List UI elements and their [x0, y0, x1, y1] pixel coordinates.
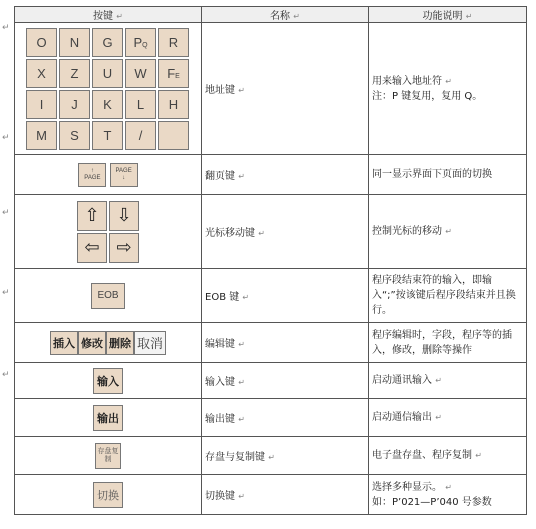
save-key-cell: [15, 437, 202, 475]
save-copy-button[interactable]: 存盘复制: [95, 443, 121, 469]
table-row-save: [15, 437, 527, 475]
cursor-keys-cell: [15, 195, 202, 269]
switch-key-cell: [15, 475, 202, 515]
margin-mark: ↵: [2, 288, 10, 298]
key-x[interactable]: X: [26, 59, 57, 88]
address-desc: 用来输入地址符 ↵ 注：P 键复用，复用 Q。: [369, 23, 527, 155]
output-key-cell: [15, 399, 202, 437]
key-t[interactable]: T: [92, 121, 123, 150]
key-j[interactable]: J: [59, 90, 90, 119]
key-p[interactable]: P Q: [125, 28, 156, 57]
edit-desc: 程序编辑时，字段，程序等的插入，修改，删除等操作: [369, 323, 527, 363]
modify-button[interactable]: 修改: [78, 331, 106, 355]
save-name: 存盘与复制键 ↵: [202, 437, 369, 475]
switch-desc: 选择多种显示。 ↵ 如：P’021—P’040 号参数: [369, 475, 527, 515]
eob-key-cell: [15, 269, 202, 323]
cursor-left-button[interactable]: ⇦: [77, 233, 107, 263]
key-z[interactable]: Z: [59, 59, 90, 88]
table-row-switch: [15, 475, 527, 515]
margin-mark: ↵: [2, 133, 10, 143]
key-u[interactable]: U: [92, 59, 123, 88]
key-g[interactable]: G: [92, 28, 123, 57]
switch-name: 切换键 ↵: [202, 475, 369, 515]
input-name: 输入键 ↵: [202, 363, 369, 399]
edit-name: 编辑键 ↵: [202, 323, 369, 363]
key-h[interactable]: H: [158, 90, 189, 119]
margin-mark: ↵: [2, 23, 10, 33]
key-o[interactable]: O: [26, 28, 57, 57]
key-slash[interactable]: /: [125, 121, 156, 150]
header-row: [15, 7, 527, 23]
save-desc: 电子盘存盘、程序复制 ↵: [369, 437, 527, 475]
header-name: 名称 ↵: [202, 7, 369, 23]
cancel-button[interactable]: 取消: [134, 331, 166, 355]
input-key-cell: [15, 363, 202, 399]
edit-keys-cell: [15, 323, 202, 363]
key-m[interactable]: M: [26, 121, 57, 150]
input-desc: 启动通讯输入 ↵: [369, 363, 527, 399]
address-keypad-cell: [15, 23, 202, 155]
key-blank[interactable]: [158, 121, 189, 150]
output-name: 输出键 ↵: [202, 399, 369, 437]
key-k[interactable]: K: [92, 90, 123, 119]
address-keypad: [26, 28, 190, 150]
page-keys-cell: [15, 155, 202, 195]
cursor-down-button[interactable]: ⇩: [109, 201, 139, 231]
key-n[interactable]: N: [59, 28, 90, 57]
output-button[interactable]: 输出: [93, 405, 123, 431]
key-s[interactable]: S: [59, 121, 90, 150]
table-row-output: [15, 399, 527, 437]
key-w[interactable]: W: [125, 59, 156, 88]
key-l[interactable]: L: [125, 90, 156, 119]
insert-button[interactable]: 插入: [50, 331, 78, 355]
page-name: 翻页键 ↵: [202, 155, 369, 195]
table-row-eob: [15, 269, 527, 323]
eob-name: EOB 键 ↵: [202, 269, 369, 323]
header-function: 功能说明 ↵: [369, 7, 527, 23]
table-row-address: [15, 23, 527, 155]
header-keys: 按键 ↵: [15, 7, 202, 23]
table-row-input: [15, 363, 527, 399]
table-row-page: [15, 155, 527, 195]
cursor-right-button[interactable]: ⇨: [109, 233, 139, 263]
margin-mark: ↵: [2, 208, 10, 218]
key-f[interactable]: F E: [158, 59, 189, 88]
margin-mark: ↵: [2, 370, 10, 380]
page-up-button[interactable]: ↑ PAGE: [78, 163, 106, 187]
input-button[interactable]: 输入: [93, 368, 123, 394]
key-i[interactable]: I: [26, 90, 57, 119]
page-down-button[interactable]: PAGE ↓: [110, 163, 138, 187]
eob-button[interactable]: EOB: [91, 283, 125, 309]
eob-desc: 程序段结束符的输入，即输入“;”按该键后程序段结束并且换行。: [369, 269, 527, 323]
cursor-name: 光标移动键 ↵: [202, 195, 369, 269]
output-desc: 启动通信输出 ↵: [369, 399, 527, 437]
page-desc: 同一显示界面下页面的切换: [369, 155, 527, 195]
cursor-up-button[interactable]: ⇧: [77, 201, 107, 231]
delete-button[interactable]: 删除: [106, 331, 134, 355]
key-table: [14, 6, 527, 515]
cursor-desc: 控制光标的移动 ↵: [369, 195, 527, 269]
cursor-keypad: [77, 201, 139, 263]
address-name: 地址键 ↵: [202, 23, 369, 155]
table-row-edit: [15, 323, 527, 363]
table-row-cursor: [15, 195, 527, 269]
key-r[interactable]: R: [158, 28, 189, 57]
switch-button[interactable]: 切换: [93, 482, 123, 508]
